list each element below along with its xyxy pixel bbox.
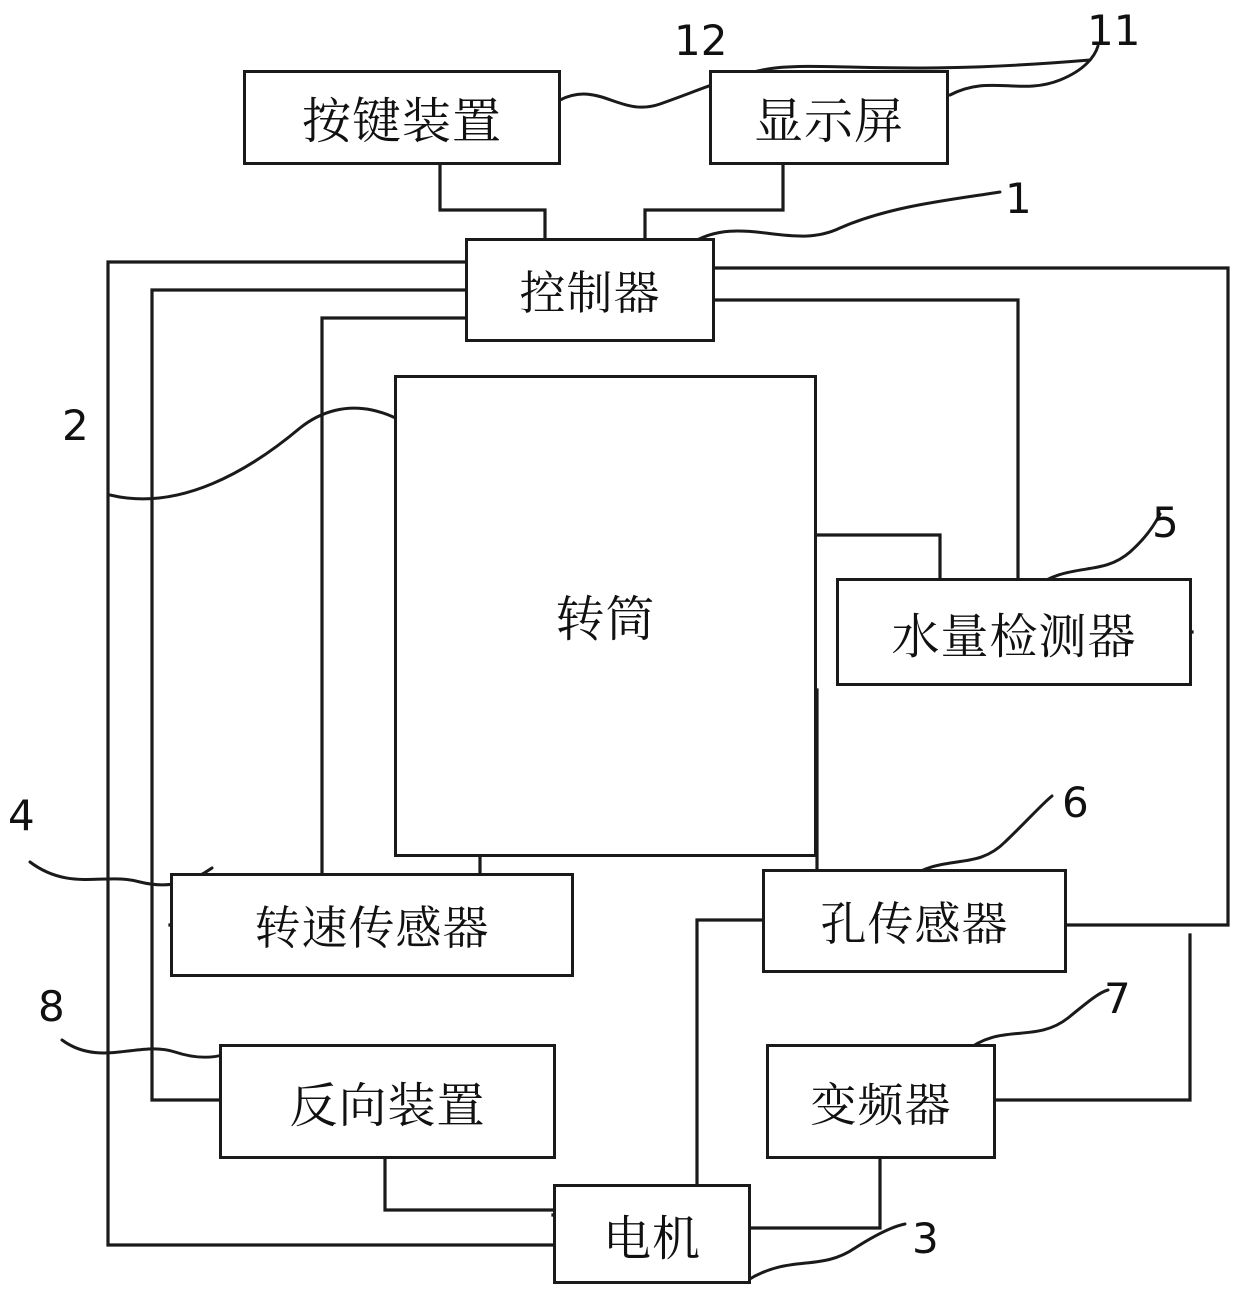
block-display[interactable] bbox=[709, 70, 949, 165]
block-label: 控制器 bbox=[519, 266, 661, 320]
block-inverter[interactable] bbox=[766, 1044, 996, 1159]
block-label: 变频器 bbox=[810, 1077, 952, 1132]
ref-label-7: 7 bbox=[1104, 974, 1131, 1023]
ref-label-11: 11 bbox=[1087, 6, 1141, 55]
block-speed-sensor[interactable] bbox=[170, 873, 574, 977]
block-water-detector[interactable] bbox=[836, 578, 1192, 686]
ref-label-2: 2 bbox=[62, 401, 89, 450]
ref-label-4: 4 bbox=[8, 791, 35, 840]
block-label: 按键装置 bbox=[301, 92, 502, 150]
ref-label-1: 1 bbox=[1005, 174, 1032, 223]
ref-label-5: 5 bbox=[1152, 498, 1179, 547]
block-label: 反向装置 bbox=[289, 1078, 486, 1134]
block-label: 孔传感器 bbox=[820, 897, 1009, 951]
block-motor[interactable] bbox=[553, 1184, 751, 1284]
block-drum[interactable] bbox=[394, 375, 817, 857]
ref-label-8: 8 bbox=[38, 982, 65, 1031]
block-label: 转速传感器 bbox=[254, 901, 490, 955]
block-controller[interactable] bbox=[465, 238, 715, 342]
ref-label-12: 12 bbox=[674, 16, 728, 65]
block-label: 显示屏 bbox=[753, 92, 904, 150]
block-label: 电机 bbox=[602, 1210, 701, 1267]
ref-label-3: 3 bbox=[912, 1214, 939, 1263]
block-label: 水量检测器 bbox=[891, 608, 1137, 665]
block-key-device[interactable] bbox=[243, 70, 561, 165]
block-label: 转筒 bbox=[555, 591, 656, 648]
ref-label-6: 6 bbox=[1062, 778, 1089, 827]
block-hole-sensor[interactable] bbox=[762, 869, 1067, 973]
block-reverse-device[interactable] bbox=[219, 1044, 556, 1159]
